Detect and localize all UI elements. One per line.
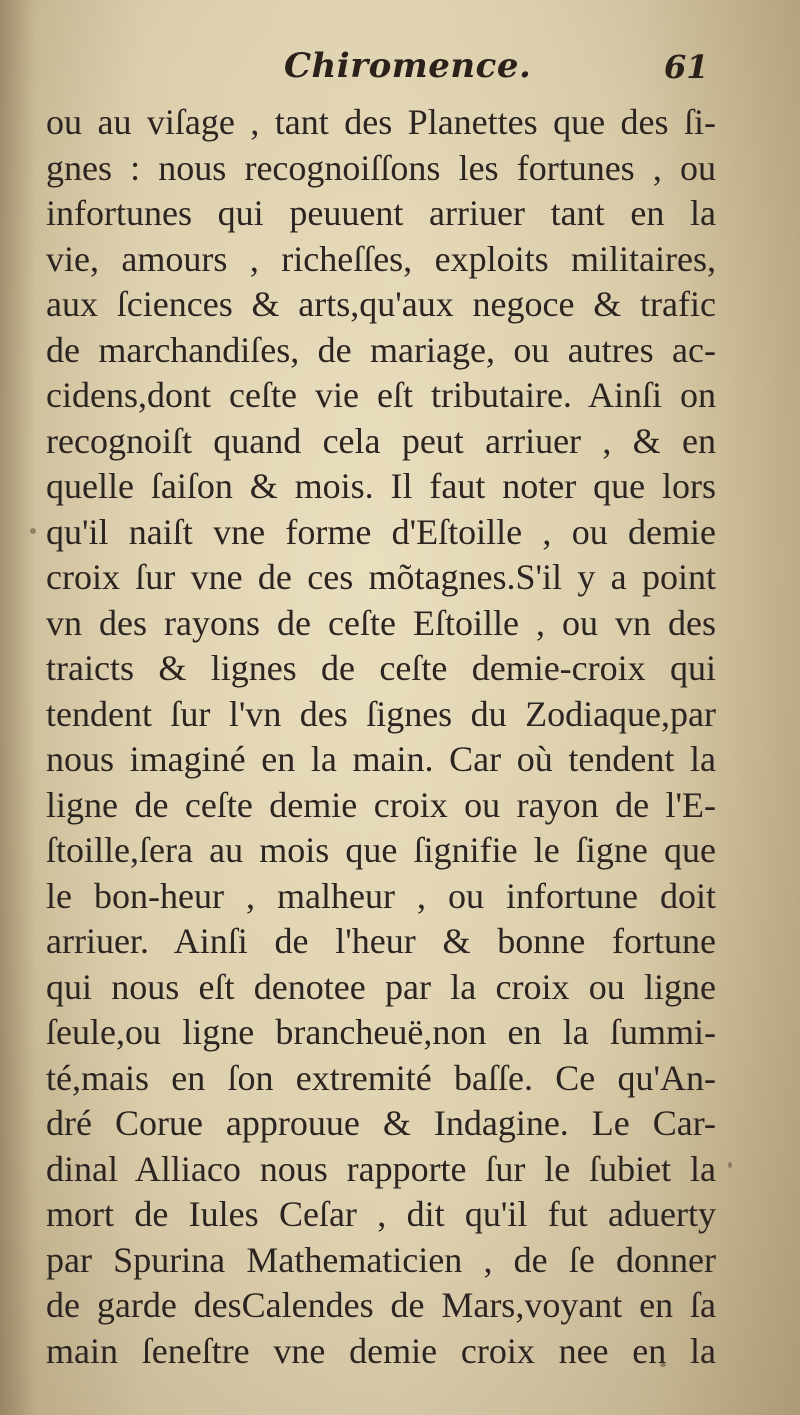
text-line: vie, amours , richeſſes, exploits militaires, [46,238,716,279]
text-line: arriuer. Ainſi de l'heur & bonne fortune [46,921,716,961]
text-line: recognoiſt quand cela peut arriuer , & en [46,420,716,461]
page-number: 61 [664,48,709,86]
text-line: qu'il naiſt vne forme d'Eſtoille , ou demie [46,511,716,552]
text-line: le bon-heur , malheur , ou infortune doit [46,875,716,916]
text-line: de marchandiſes, de mariage, ou autres ac- [46,329,716,370]
text-line: cidens,dont ceſte vie eſt tributaire. Ainſi on [46,375,716,415]
text-line: infortunes qui peuuent arriuer tant en la [46,193,716,233]
text-line: ligne de ceſte demie croix ou rayon de l'E- [46,784,716,825]
text-line: tendent ſur l'vn des ſignes du Zodiaque,par [46,693,716,734]
paper-speck [30,528,36,534]
text-line: vn des rayons de ceſte Eſtoille , ou vn des [46,602,716,643]
text-line: nous imaginé en la main. Car où tendent la [46,739,716,779]
text-line: quelle ſaiſon & mois. Il faut noter que lors [46,466,716,506]
body-text [46,100,716,1374]
text-line: de garde desCalendes de Mars,voyant en ſa [46,1285,716,1325]
paper-speck [660,1363,666,1367]
text-line: croix ſur vne de ces mõtagnes.S'il y a point [46,557,716,597]
text-line: ſeule,ou ligne brancheuë,non en la ſummi- [46,1012,716,1052]
text-line: té,mais en ſon extremité baſſe. Ce qu'An- [46,1057,716,1098]
text-line: mort de Iules Ceſar , dit qu'il fut aduerty [46,1194,716,1234]
text-line: qui nous eſt denotee par la croix ou ligne [46,966,716,1007]
text-line: dinal Alliaco nous rapporte ſur le ſubiet la [46,1148,716,1189]
running-head: Chiromence. [284,46,532,86]
gutter-shadow [0,0,36,1415]
text-line: traicts & lignes de ceſte demie-croix qui [46,648,716,688]
text-line: ou au viſage , tant des Planettes que des ſi- [46,102,716,142]
text-line: dré Corue approuue & Indagine. Le Car- [46,1103,716,1143]
text-line: par Spurina Mathematicien , de ſe donner [46,1239,716,1280]
text-line: aux ſciences & arts,qu'aux negoce & trafic [46,284,716,324]
page-header [0,42,800,98]
paper-speck [728,1162,732,1168]
text-line: gnes : nous recognoiſſons les fortunes , ou [46,147,716,188]
text-line: ſtoille,ſera au mois que ſignifie le ſigne que [46,830,716,870]
text-line: main ſeneſtre vne demie croix nee en la [46,1330,716,1371]
